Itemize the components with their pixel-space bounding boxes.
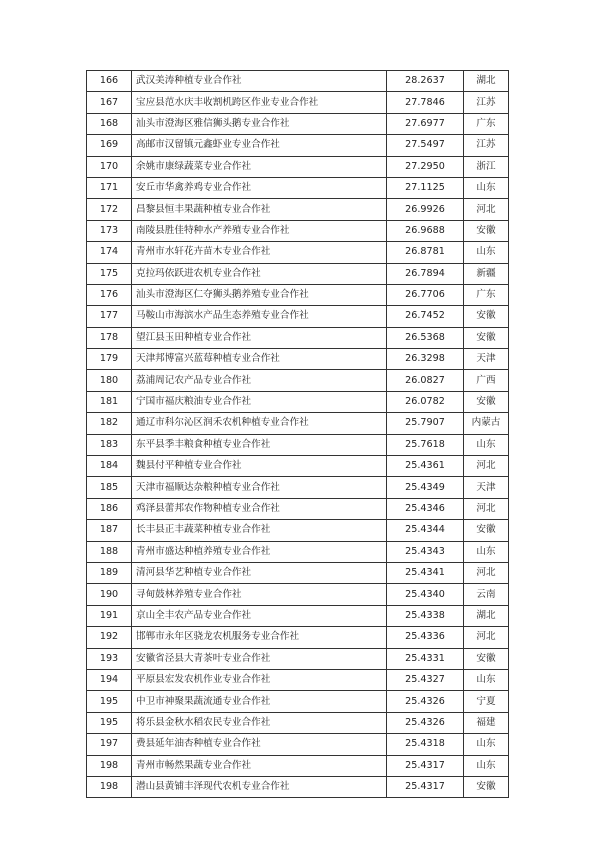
cooperative-name-cell: 鸡泽县蕾邦农作物种植专业合作社 <box>132 498 387 519</box>
table-row <box>87 456 509 477</box>
province-cell: 新疆 <box>464 263 509 284</box>
province-cell: 湖北 <box>464 605 509 626</box>
cooperative-name-cell: 天津市福顺达杂粮种植专业合作社 <box>132 477 387 498</box>
province-cell: 安徽 <box>464 520 509 541</box>
cooperative-name-cell: 中卫市神聚果蔬流通专业合作社 <box>132 691 387 712</box>
cooperative-name-cell: 宝应县范水庆丰收割机跨区作业专业合作社 <box>132 92 387 113</box>
rank-cell: 190 <box>87 584 132 605</box>
ranking-table <box>86 70 509 798</box>
cooperative-name-cell: 马鞍山市海滨水产品生态养殖专业合作社 <box>132 306 387 327</box>
province-cell: 河北 <box>464 456 509 477</box>
rank-cell: 175 <box>87 263 132 284</box>
score-cell: 25.4327 <box>387 669 464 690</box>
province-cell: 山东 <box>464 734 509 755</box>
cooperative-name-cell: 京山全丰农产品专业合作社 <box>132 605 387 626</box>
cooperative-name-cell: 清河县华艺种植专业合作社 <box>132 562 387 583</box>
cooperative-name-cell: 余姚市康绿蔬菜专业合作社 <box>132 156 387 177</box>
table-row <box>87 498 509 519</box>
table-row <box>87 691 509 712</box>
province-cell: 安徽 <box>464 648 509 669</box>
rank-cell: 182 <box>87 413 132 434</box>
rank-cell: 193 <box>87 648 132 669</box>
rank-cell: 189 <box>87 562 132 583</box>
score-cell: 25.4349 <box>387 477 464 498</box>
cooperative-name-cell: 宁国市福庆粮油专业合作社 <box>132 391 387 412</box>
cooperative-name-cell: 汕头市澄海区雅信狮头鹅专业合作社 <box>132 113 387 134</box>
table-row <box>87 520 509 541</box>
rank-cell: 177 <box>87 306 132 327</box>
cooperative-name-cell: 潜山县黄铺丰泽现代农机专业合作社 <box>132 776 387 797</box>
rank-cell: 198 <box>87 776 132 797</box>
cooperative-name-cell: 将乐县金秋水稻农民专业合作社 <box>132 712 387 733</box>
table-row <box>87 242 509 263</box>
rank-cell: 178 <box>87 327 132 348</box>
province-cell: 江苏 <box>464 92 509 113</box>
score-cell: 26.3298 <box>387 349 464 370</box>
score-cell: 27.1125 <box>387 177 464 198</box>
rank-cell: 167 <box>87 92 132 113</box>
cooperative-name-cell: 天津邦博富兴蓝莓种植专业合作社 <box>132 349 387 370</box>
table-row <box>87 263 509 284</box>
rank-cell: 173 <box>87 220 132 241</box>
table-row <box>87 669 509 690</box>
province-cell: 山东 <box>464 177 509 198</box>
cooperative-name-cell: 南陵县胜佳特种水产养殖专业合作社 <box>132 220 387 241</box>
rank-cell: 179 <box>87 349 132 370</box>
cooperative-name-cell: 高邮市汉留镇元鑫虾业专业合作社 <box>132 135 387 156</box>
rank-cell: 187 <box>87 520 132 541</box>
table-row <box>87 71 509 92</box>
rank-cell: 181 <box>87 391 132 412</box>
province-cell: 天津 <box>464 349 509 370</box>
province-cell: 河北 <box>464 627 509 648</box>
province-cell: 天津 <box>464 477 509 498</box>
province-cell: 安徽 <box>464 220 509 241</box>
table-row <box>87 541 509 562</box>
province-cell: 云南 <box>464 584 509 605</box>
table-row <box>87 434 509 455</box>
score-cell: 25.4336 <box>387 627 464 648</box>
rank-cell: 197 <box>87 734 132 755</box>
rank-cell: 184 <box>87 456 132 477</box>
province-cell: 宁夏 <box>464 691 509 712</box>
province-cell: 湖北 <box>464 71 509 92</box>
cooperative-name-cell: 安徽省泾县大青茶叶专业合作社 <box>132 648 387 669</box>
cooperative-name-cell: 安丘市华禽养鸡专业合作社 <box>132 177 387 198</box>
score-cell: 27.7846 <box>387 92 464 113</box>
score-cell: 26.7706 <box>387 284 464 305</box>
province-cell: 江苏 <box>464 135 509 156</box>
score-cell: 25.4331 <box>387 648 464 669</box>
score-cell: 25.4340 <box>387 584 464 605</box>
score-cell: 27.2950 <box>387 156 464 177</box>
province-cell: 山东 <box>464 541 509 562</box>
rank-cell: 168 <box>87 113 132 134</box>
table-row <box>87 776 509 797</box>
table-row <box>87 92 509 113</box>
province-cell: 山东 <box>464 242 509 263</box>
score-cell: 26.0827 <box>387 370 464 391</box>
score-cell: 25.4344 <box>387 520 464 541</box>
cooperative-name-cell: 费县延年油杏种植专业合作社 <box>132 734 387 755</box>
rank-cell: 198 <box>87 755 132 776</box>
rank-cell: 186 <box>87 498 132 519</box>
cooperative-name-cell: 东平县季丰粮食种植专业合作社 <box>132 434 387 455</box>
score-cell: 25.4341 <box>387 562 464 583</box>
table-row <box>87 734 509 755</box>
province-cell: 河北 <box>464 562 509 583</box>
cooperative-name-cell: 通辽市科尔沁区润禾农机种植专业合作社 <box>132 413 387 434</box>
cooperative-name-cell: 昌黎县恒丰果蔬种植专业合作社 <box>132 199 387 220</box>
score-cell: 25.4317 <box>387 776 464 797</box>
rank-cell: 195 <box>87 691 132 712</box>
score-cell: 25.4338 <box>387 605 464 626</box>
table-row <box>87 627 509 648</box>
rank-cell: 166 <box>87 71 132 92</box>
table-row <box>87 648 509 669</box>
rank-cell: 180 <box>87 370 132 391</box>
province-cell: 浙江 <box>464 156 509 177</box>
rank-cell: 194 <box>87 669 132 690</box>
score-cell: 26.9926 <box>387 199 464 220</box>
rank-cell: 191 <box>87 605 132 626</box>
score-cell: 26.5368 <box>387 327 464 348</box>
score-cell: 25.7618 <box>387 434 464 455</box>
score-cell: 25.7907 <box>387 413 464 434</box>
rank-cell: 183 <box>87 434 132 455</box>
score-cell: 25.4318 <box>387 734 464 755</box>
rank-cell: 174 <box>87 242 132 263</box>
rank-cell: 185 <box>87 477 132 498</box>
score-cell: 27.6977 <box>387 113 464 134</box>
rank-cell: 188 <box>87 541 132 562</box>
table-row <box>87 391 509 412</box>
score-cell: 25.4343 <box>387 541 464 562</box>
table-row <box>87 156 509 177</box>
table-row <box>87 584 509 605</box>
province-cell: 广东 <box>464 113 509 134</box>
province-cell: 山东 <box>464 434 509 455</box>
province-cell: 广东 <box>464 284 509 305</box>
cooperative-name-cell: 邯郸市永年区骁龙农机服务专业合作社 <box>132 627 387 648</box>
cooperative-name-cell: 武汉美涛种植专业合作社 <box>132 71 387 92</box>
score-cell: 25.4317 <box>387 755 464 776</box>
table-row <box>87 712 509 733</box>
table-row <box>87 755 509 776</box>
cooperative-name-cell: 青州市水轩花卉苗木专业合作社 <box>132 242 387 263</box>
cooperative-name-cell: 望江县玉田种植专业合作社 <box>132 327 387 348</box>
table-row <box>87 349 509 370</box>
province-cell: 河北 <box>464 498 509 519</box>
table-row <box>87 199 509 220</box>
rank-cell: 192 <box>87 627 132 648</box>
table-row <box>87 284 509 305</box>
cooperative-name-cell: 青州市畅然果蔬专业合作社 <box>132 755 387 776</box>
table-row <box>87 477 509 498</box>
rank-cell: 172 <box>87 199 132 220</box>
score-cell: 25.4346 <box>387 498 464 519</box>
cooperative-name-cell: 魏县付平种植专业合作社 <box>132 456 387 477</box>
province-cell: 广西 <box>464 370 509 391</box>
cooperative-name-cell: 青州市盛达种植养殖专业合作社 <box>132 541 387 562</box>
rank-cell: 176 <box>87 284 132 305</box>
cooperative-name-cell: 平原县宏发农机作业专业合作社 <box>132 669 387 690</box>
cooperative-name-cell: 克拉玛依跃进农机专业合作社 <box>132 263 387 284</box>
province-cell: 安徽 <box>464 306 509 327</box>
rank-cell: 170 <box>87 156 132 177</box>
cooperative-name-cell: 汕头市澄海区仁夺狮头鹅养殖专业合作社 <box>132 284 387 305</box>
cooperative-name-cell: 寻甸鼓林养殖专业合作社 <box>132 584 387 605</box>
score-cell: 26.0782 <box>387 391 464 412</box>
cooperative-name-cell: 荔浦周记农产品专业合作社 <box>132 370 387 391</box>
table-body <box>87 71 509 798</box>
province-cell: 安徽 <box>464 391 509 412</box>
score-cell: 26.8781 <box>387 242 464 263</box>
table-row <box>87 306 509 327</box>
table-row <box>87 605 509 626</box>
province-cell: 安徽 <box>464 327 509 348</box>
score-cell: 28.2637 <box>387 71 464 92</box>
rank-cell: 171 <box>87 177 132 198</box>
province-cell: 福建 <box>464 712 509 733</box>
rank-cell: 195 <box>87 712 132 733</box>
table-row <box>87 413 509 434</box>
score-cell: 25.4361 <box>387 456 464 477</box>
table-row <box>87 135 509 156</box>
cooperative-name-cell: 长丰县正丰蔬菜种植专业合作社 <box>132 520 387 541</box>
province-cell: 山东 <box>464 755 509 776</box>
table-row <box>87 327 509 348</box>
rank-cell: 169 <box>87 135 132 156</box>
province-cell: 山东 <box>464 669 509 690</box>
province-cell: 内蒙古 <box>464 413 509 434</box>
table-row <box>87 220 509 241</box>
table-row <box>87 177 509 198</box>
score-cell: 26.9688 <box>387 220 464 241</box>
score-cell: 26.7894 <box>387 263 464 284</box>
table-row <box>87 113 509 134</box>
score-cell: 25.4326 <box>387 712 464 733</box>
score-cell: 27.5497 <box>387 135 464 156</box>
province-cell: 安徽 <box>464 776 509 797</box>
score-cell: 26.7452 <box>387 306 464 327</box>
province-cell: 河北 <box>464 199 509 220</box>
score-cell: 25.4326 <box>387 691 464 712</box>
cooperative-ranking-table <box>86 70 502 798</box>
table-row <box>87 562 509 583</box>
table-row <box>87 370 509 391</box>
